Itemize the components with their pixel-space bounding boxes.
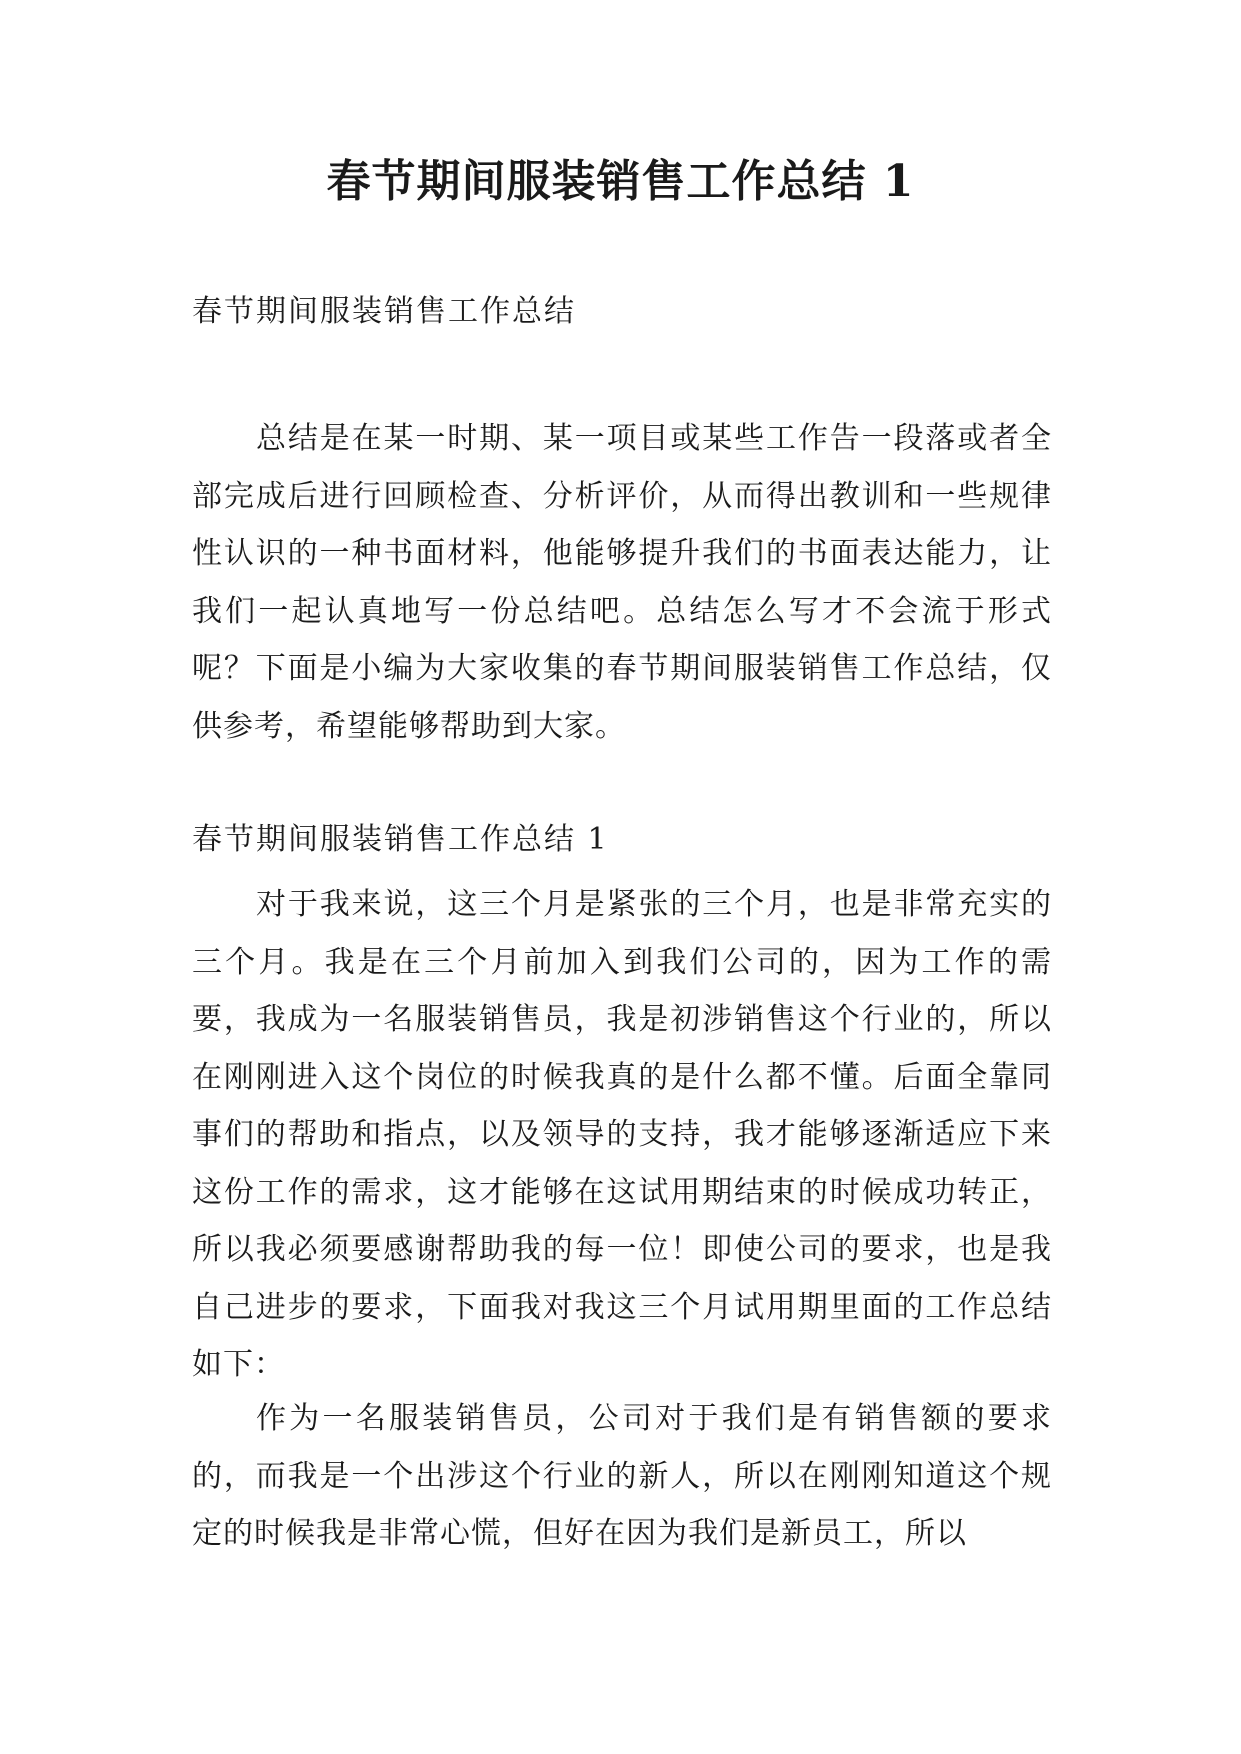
section-heading: 春节期间服装销售工作总结 1 bbox=[192, 822, 609, 857]
intro-paragraph: 总结是在某一时期、某一项目或某些工作告一段落或者全部完成后进行回顾检查、分析评价，从而得出教训和一些规律性认识的一种书面材料，他能够提升我们的书面表达能力，让我们一起认真地写一份总结吧。总结怎么写才不会流于形式呢？下面是小编为大家收集的春节期间服装销售工作总结，仅供参考，希望能够帮助到大家。 bbox=[192, 421, 1052, 744]
document-subtitle: 春节期间服装销售工作总结 bbox=[192, 294, 576, 329]
document-title: 春节期间服装销售工作总结 1 bbox=[326, 156, 915, 207]
body-paragraph-2: 作为一名服装销售员，公司对于我们是有销售额的要求的，而我是一个出涉这个行业的新人，所以在刚刚知道这个规定的时候我是非常心慌，但好在因为我们是新员工，所以 bbox=[192, 1401, 1052, 1551]
body-paragraph-1: 对于我来说，这三个月是紧张的三个月，也是非常充实的三个月。我是在三个月前加入到我们公司的，因为工作的需要，我成为一名服装销售员，我是初涉销售这个行业的，所以在刚刚进入这个岗位的时候我真的是什么都不懂。后面全靠同事们的帮助和指点，以及领导的支持，我才能够逐渐适应下来这份工作的需求，这才能够在这试用期结束的时候成功转正，所以我必须要感谢帮助我的每一位！即使公司的要求，也是我自己进步的要求，下面我对我这三个月试用期里面的工作总结如下： bbox=[192, 887, 1052, 1382]
